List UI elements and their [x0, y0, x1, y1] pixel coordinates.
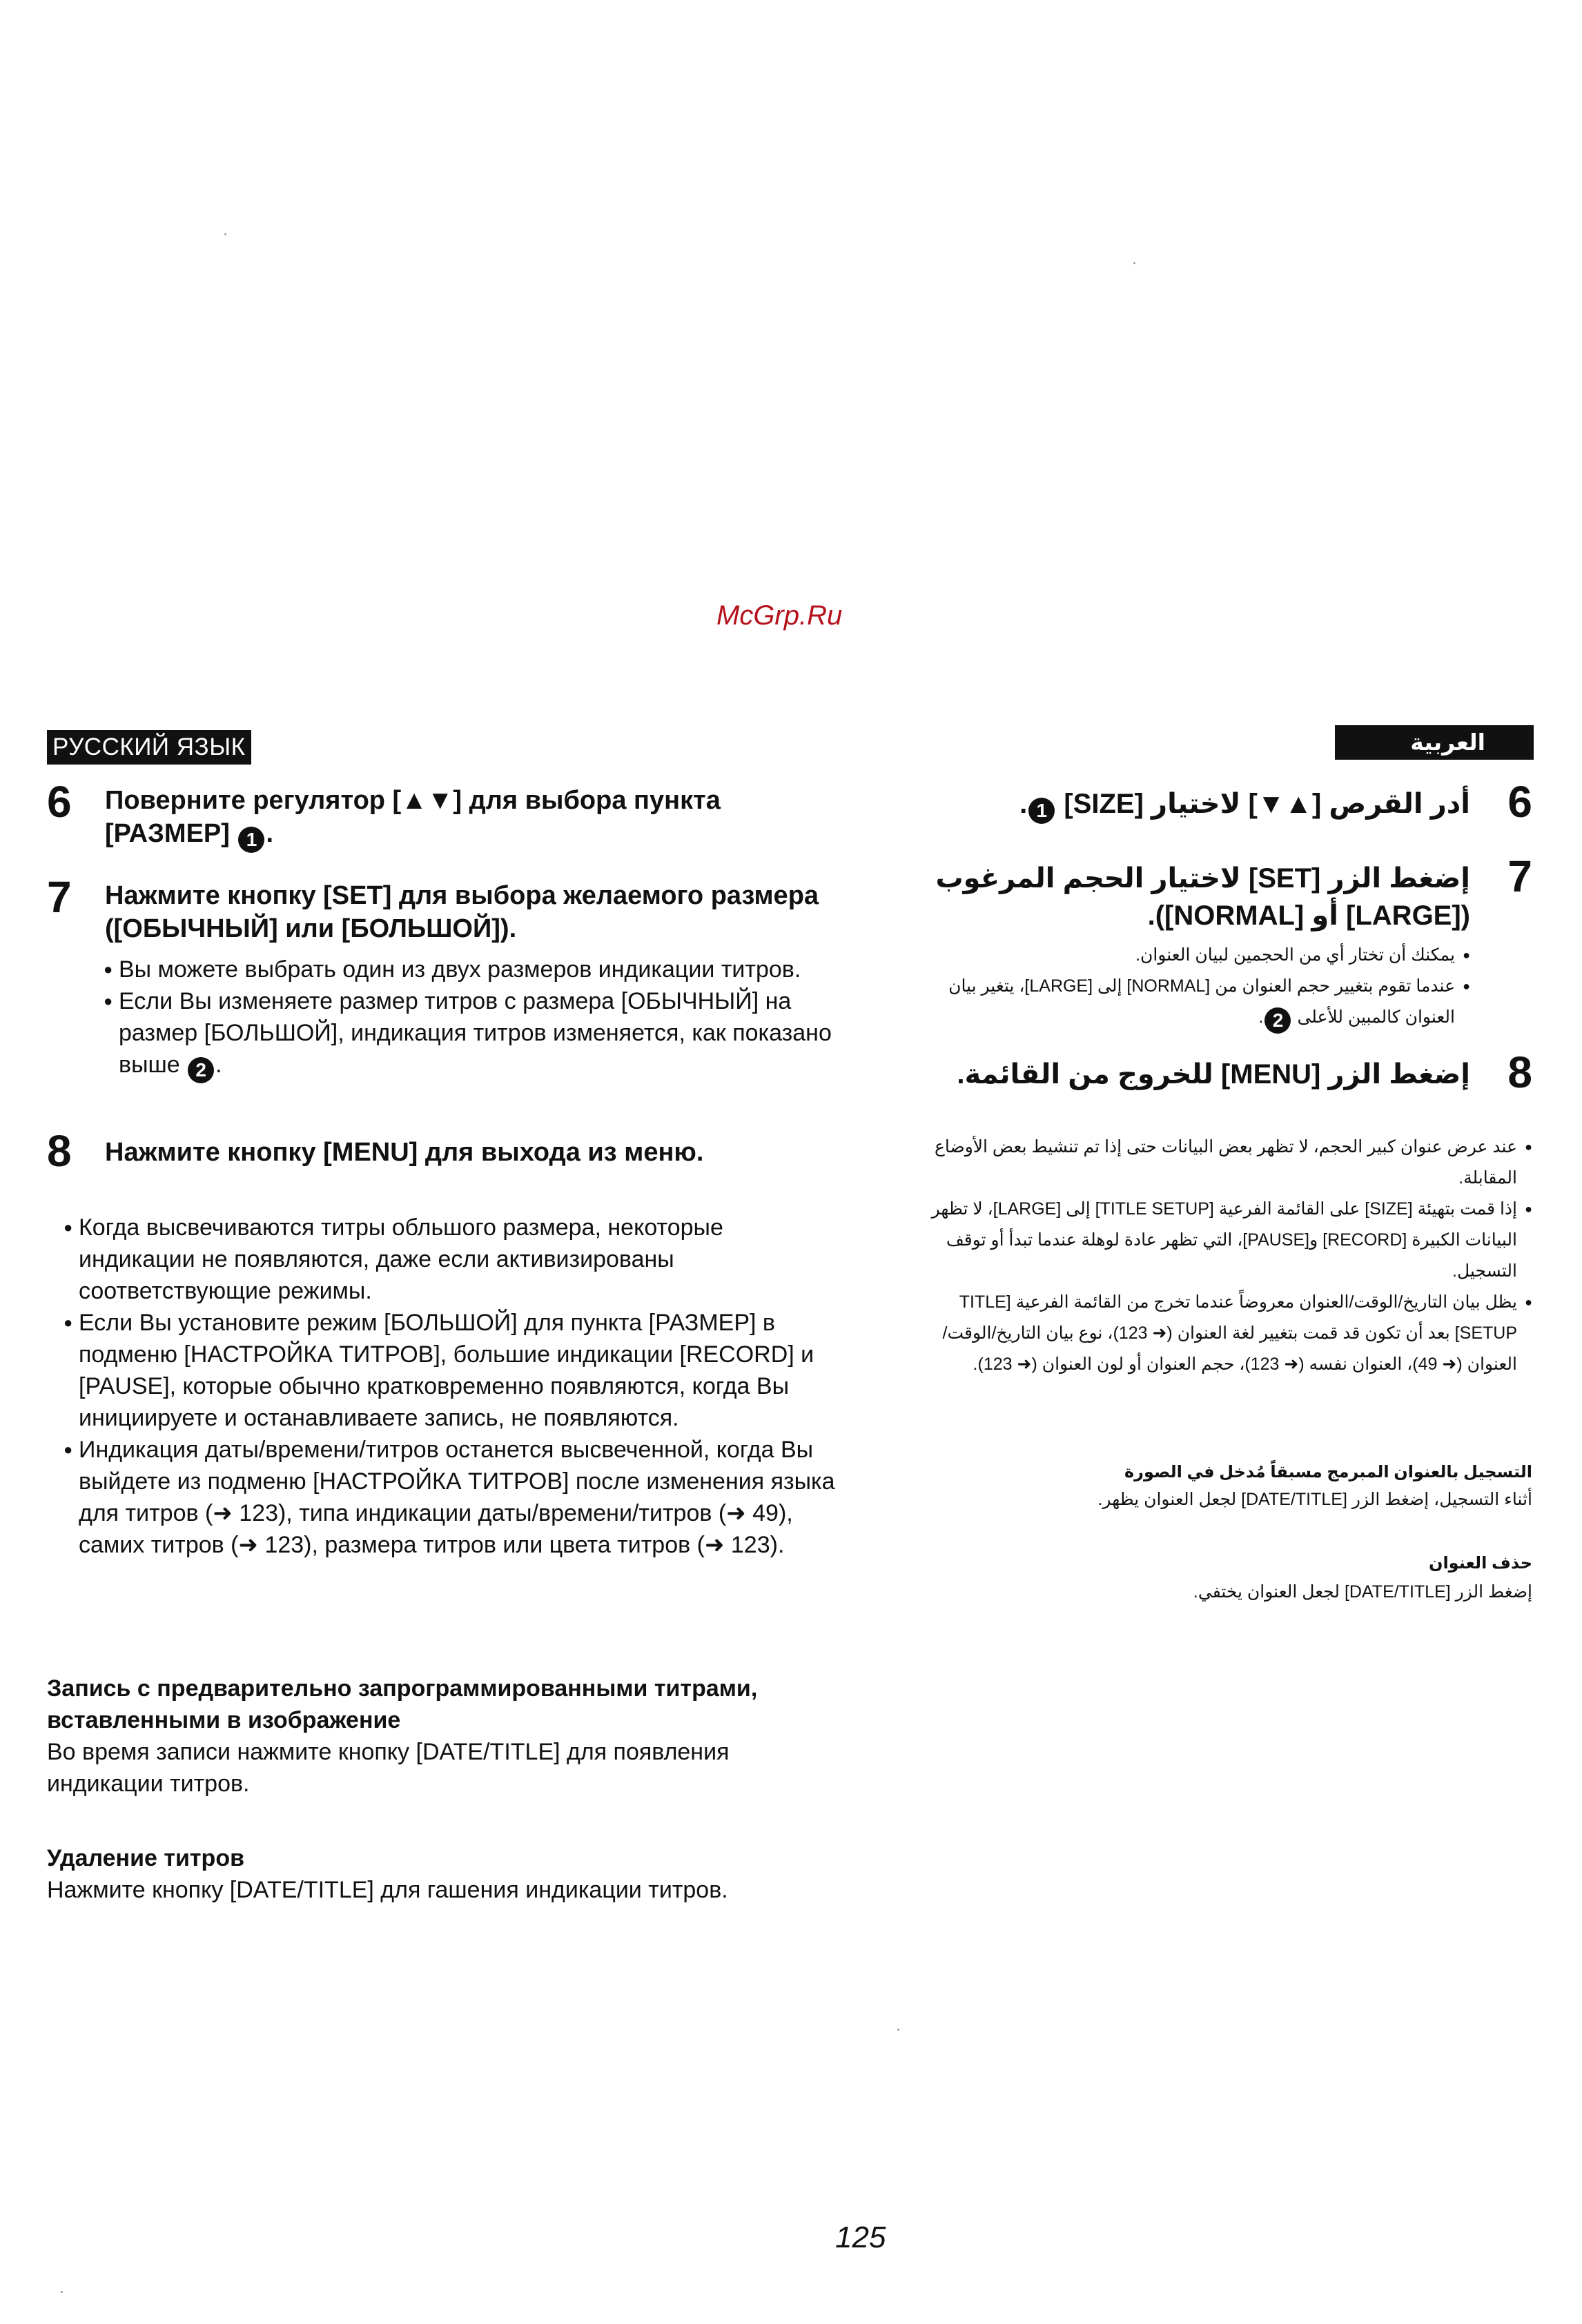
ru-section-prerecorded-body: Во время записи нажмите кнопку [DATE/TITLE] для появления индикации титров. — [47, 1739, 730, 1797]
language-tab-russian: РУССКИЙ ЯЗЫК — [47, 730, 251, 765]
scan-speck — [224, 233, 226, 235]
ar-section-delete-title: حذف العنوان — [1428, 1554, 1532, 1573]
ar-note-3: ● يظل بيان التاريخ/الوقت/العنوان معروضاً عندما تخرج من القائمة الفرعية [TITLE SETUP] بعد أن تكون قد قمت بتغيير لغة العنوان (➜ 123)، نوع بيان التاريخ/الوقت/العنوان (➜ 49)، العنوان نفسه (➜ 123)، حجم العنوان أو لون العنوان (➜ 123). — [925, 1287, 1532, 1380]
russian-column — [47, 777, 861, 2298]
ru-step-7-bullets — [104, 954, 849, 1083]
ar-section-prerecorded-body: أثناء التسجيل، إضغط الزر [DATE/TITLE] لجعل العنوان يظهر. — [1097, 1490, 1532, 1509]
ru-step-8-number: 8 — [47, 1126, 72, 1176]
ar-step-8-number: 8 — [1507, 1047, 1532, 1097]
ar-note-1: ● عند عرض عنوان كبير الحجم، لا تظهر بعض البيانات حتى إذا تم تنشيط بعض الأوضاع المقابلة. — [925, 1132, 1532, 1194]
ar-section-delete-body: إضغط الزر [DATE/TITLE] لجعل العنوان يختفي. — [1193, 1582, 1532, 1602]
ru-step-8 — [47, 1126, 861, 1184]
ru-note-3: ● Индикация даты/времени/титров останется высвеченной, когда Вы выйдете из подменю [НАСТРОЙКА ТИТРОВ] после изменения языка для титров (➜ 123), типа индикации даты/времени/титров (➜ 49), самих титров (➜ 123), размера титров или цвета титров (➜ 123). — [64, 1434, 837, 1561]
ar-step-8-text: إضغط الزر [MENU] للخروج من القائمة. — [957, 1059, 1470, 1090]
ar-notes — [925, 1132, 1532, 1380]
ru-marker-1: 1 — [238, 827, 264, 853]
scan-speck — [897, 2029, 899, 2031]
ar-step-6-number: 6 — [1507, 777, 1532, 827]
scan-speck — [1133, 262, 1135, 264]
ru-step-6-number: 6 — [47, 777, 72, 827]
ru-step-8-text: Нажмите кнопку [MENU] для выхода из меню. — [105, 1138, 704, 1167]
ar-step-6-text: أدر القرص [▲▼] لاختيار [SIZE] 1. — [904, 785, 1470, 824]
ru-step-7-bullet-1: ● Вы можете выбрать один из двух размеров индикации титров. — [104, 954, 849, 985]
ru-step-6-text: Поверните регулятор [▲▼] для выбора пункта [РАЗМЕР] 1 . — [105, 784, 837, 853]
watermark-text: McGrp.Ru — [716, 600, 843, 631]
arabic-column — [883, 777, 1532, 1677]
ar-note-2: ● إذا قمت بتهيئة [SIZE] على القائمة الفرعية [TITLE SETUP] إلى [LARGE]، لا تظهر البيانات الكبيرة [RECORD] و[PAUSE]، التي تظهر عادة لوهلة عندما تبدأ أو توقف التسجيل. — [925, 1194, 1532, 1287]
ar-step-7-bullets — [918, 940, 1470, 1034]
ru-step-7-bullet-2: ● Если Вы изменяете размер титров с размера [ОБЫЧНЫЙ] на размер [БОЛЬШОЙ], индикация титров изменяется, как показано выше 2 . — [104, 985, 849, 1083]
ru-step-6 — [47, 777, 861, 856]
ar-marker-1: 1 — [1028, 798, 1055, 824]
ru-step-7-number: 7 — [47, 872, 72, 922]
ar-section-prerecorded-title: التسجيل بالعنوان المبرمج مسبقاً مُدخل في الصورة — [1124, 1463, 1532, 1481]
ru-section-delete-body: Нажмите кнопку [DATE/TITLE] для гашения индикации титров. — [47, 1877, 728, 1903]
language-tab-arabic: العربية — [1335, 725, 1534, 760]
ru-section-delete-title: Удаление титров — [47, 1845, 244, 1871]
ar-step-7-bullet-1: ● يمكنك أن تختار أي من الحجمين لبيان العنوان. — [918, 940, 1470, 971]
ar-marker-2: 2 — [1264, 1007, 1291, 1034]
ar-step-7-number: 7 — [1507, 851, 1532, 901]
ru-note-2: ● Если Вы установите режим [БОЛЬШОЙ] для пункта [РАЗМЕР] в подменю [НАСТРОЙКА ТИТРОВ], большие индикации [RECORD] и [PAUSE], которые обычно кратковременно появляются, когда Вы инициируете и останавливаете запись, не появляются. — [64, 1307, 837, 1434]
ru-step-7-text: Нажмите кнопку [SET] для выбора желаемого размера ([ОБЫЧНЫЙ] или [БОЛЬШОЙ]). — [105, 881, 819, 943]
ru-section-prerecorded-title: Запись с предварительно запрограммированными титрами, вставленными в изображение — [47, 1675, 758, 1733]
ar-step-7-text: إضغط الزر [SET] لاختيار الحجم المرغوب ([LARGE] أو [NORMAL]). — [935, 863, 1470, 931]
ru-step-7 — [47, 872, 861, 1165]
ru-note-1: ● Когда высвечиваются титры обльшого размера, некоторые индикации не появляются, даже если активизированы соответствующие режимы. — [64, 1212, 837, 1307]
ru-notes — [64, 1212, 837, 1561]
page-number: 125 — [835, 2220, 886, 2254]
ru-marker-2: 2 — [188, 1057, 214, 1083]
ar-step-7-bullet-2: ● عندما تقوم بتغيير حجم العنوان من [NORMAL] إلى [LARGE]، يتغير بيان العنوان كالمبين للأعلى 2. — [918, 971, 1470, 1034]
